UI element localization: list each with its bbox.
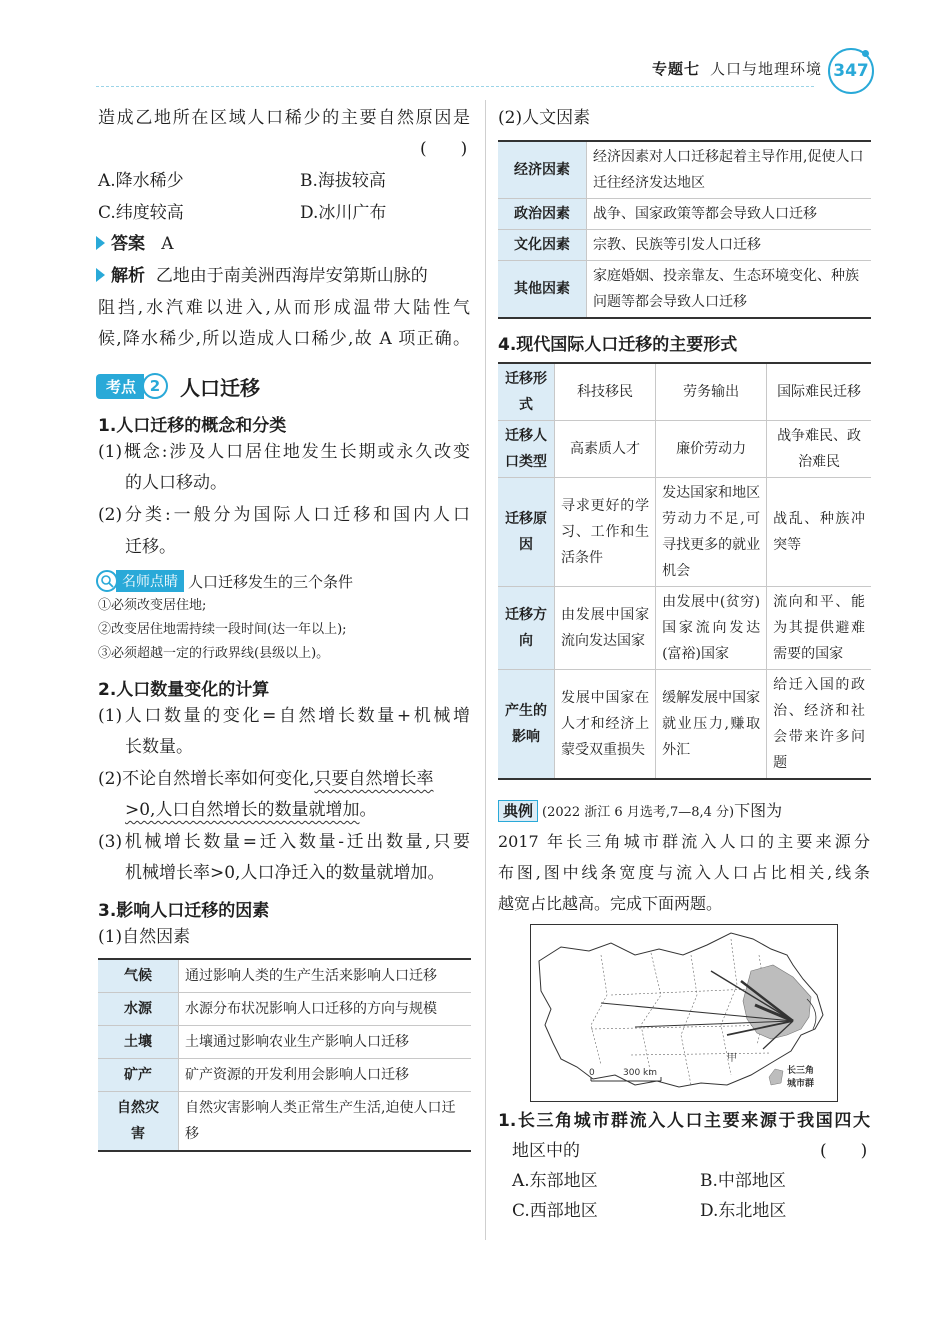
option-d: D.冰川广布 <box>300 203 387 223</box>
tip-title: 人口迁移发生的三个条件 <box>188 572 354 591</box>
header-cell: 迁移形式 <box>498 363 555 421</box>
table-cell: 发展中国家在人才和经济上蒙受双重损失 <box>555 670 656 780</box>
example-text-1: 下图为 <box>734 801 783 820</box>
s2-item-3a: (3)机械增长数量=迁入数量-迁出数量,只要 <box>98 832 470 852</box>
table-cell: 高素质人才 <box>555 421 656 478</box>
section-2-title: 2.人口数量变化的计算 <box>98 680 270 700</box>
factor-desc: 宗教、民族等引发人口迁移 <box>587 230 872 261</box>
example-text-4: 越宽占比越高。完成下面两题。 <box>498 894 723 913</box>
table-row <box>498 141 871 199</box>
q1-text-1: 1.长三角城市群流入人口主要来源于我国四大 <box>498 1111 870 1131</box>
section-3-title: 3.影响人口迁移的因素 <box>98 901 270 921</box>
factor-desc: 自然灾害影响人类正常生产生活,迫使人口迁移 <box>179 1092 472 1152</box>
table-row <box>498 421 871 478</box>
factor-key: 政治因素 <box>498 199 587 230</box>
s1-item-2b: 迁移。 <box>125 537 176 557</box>
example-text-3: 布图,图中线条宽度与流入人口占比相关,线条 <box>498 863 870 882</box>
q1-option-a: A.东部地区 <box>512 1171 598 1191</box>
legend-line-1: 长三角 <box>787 1066 815 1076</box>
table-row <box>498 199 871 230</box>
s2-item-2b-text: 。 <box>359 800 377 820</box>
example-line-1 <box>498 795 870 828</box>
factor-key: 自然灾害 <box>98 1092 179 1152</box>
header-cell: 国际难民迁移 <box>767 363 871 421</box>
table-row <box>498 587 871 670</box>
table-cell: 战争难民、政治难民 <box>767 421 871 478</box>
factor-desc: 矿产资源的开发利用会影响人口迁移 <box>179 1059 472 1092</box>
analysis-text-2: 阻挡,水汽难以进入,从而形成温带大陆性气 <box>98 298 470 318</box>
tip-item-3: ③必须超越一定的行政界线(县级以上)。 <box>98 646 330 661</box>
s3-subtitle: (1)自然因素 <box>98 927 191 947</box>
table-header-row <box>498 363 871 421</box>
human-factors-subtitle: (2)人文因素 <box>498 108 591 128</box>
s1-item-1b: 的人口移动。 <box>125 473 227 493</box>
table-row <box>498 261 871 319</box>
row-key: 产生的影响 <box>498 670 555 780</box>
magnifier-icon <box>96 570 118 592</box>
table-cell: 由发展中国家流向发达国家 <box>555 587 656 670</box>
table-row <box>98 993 471 1026</box>
page-number: 347 <box>828 48 874 94</box>
analysis-marker-icon <box>96 268 105 282</box>
scale-zero: 0 <box>589 1068 595 1078</box>
factor-desc: 土壤通过影响农业生产影响人口迁移 <box>179 1026 472 1059</box>
question-paren: ( ) <box>420 139 468 159</box>
table-row <box>498 230 871 261</box>
human-factors-table <box>498 140 871 319</box>
table-cell: 缓解发展中国家就业压力,赚取外汇 <box>656 670 767 780</box>
s2-item-2a <box>98 764 433 795</box>
answer-marker-icon <box>96 236 105 250</box>
table-cell: 流向和平、能为其提供避难需要的国家 <box>767 587 871 670</box>
table-cell: 廉价劳动力 <box>656 421 767 478</box>
row-key: 迁移原因 <box>498 478 555 587</box>
topic-label: 专题七 <box>652 60 701 78</box>
natural-factors-table <box>98 958 471 1152</box>
table-cell: 战乱、种族冲突等 <box>767 478 871 587</box>
factor-key: 矿产 <box>98 1059 179 1092</box>
map-figure <box>531 925 837 1101</box>
tip-item-1: ①必须改变居住地; <box>98 598 207 613</box>
s1-item-1a: (1)概念:涉及人口居住地发生长期或永久改变 <box>98 442 470 462</box>
s2-item-2a-text: (2)不论自然增长率如何变化, <box>98 769 315 789</box>
q1-line-2: 地区中的 <box>512 1141 580 1161</box>
header-rule <box>96 86 814 87</box>
kaodian-badge: 考点 <box>96 374 144 399</box>
factor-desc: 水源分布状况影响人口迁移的方向与规模 <box>179 993 472 1026</box>
answer-value: A <box>161 234 174 254</box>
tip-heading <box>96 570 353 592</box>
migration-source-map <box>530 924 838 1102</box>
factor-key: 文化因素 <box>498 230 587 261</box>
table-row <box>98 1059 471 1092</box>
q1-option-d: D.东北地区 <box>700 1201 787 1221</box>
q1-option-c: C.西部地区 <box>512 1201 598 1221</box>
analysis-text-1: 乙地由于南美洲西海岸安第斯山脉的 <box>155 266 428 286</box>
factor-desc: 通过影响人类的生产生活来影响人口迁移 <box>179 959 472 993</box>
s2-item-1b: 长数量。 <box>125 737 193 757</box>
legend-line-2: 城市群 <box>787 1079 815 1089</box>
factor-key: 经济因素 <box>498 141 587 199</box>
label-jia: 甲 <box>727 1053 737 1064</box>
row-key: 迁移人口类型 <box>498 421 555 478</box>
column-divider <box>485 100 486 1240</box>
table-cell: 寻求更好的学习、工作和生活条件 <box>555 478 656 587</box>
table-row <box>98 1026 471 1059</box>
table-row <box>98 1092 471 1152</box>
factor-key: 气候 <box>98 959 179 993</box>
migration-forms-table <box>498 362 871 780</box>
factor-key: 土壤 <box>98 1026 179 1059</box>
question-intro: 造成乙地所在区域人口稀少的主要自然原因是 <box>98 108 470 128</box>
page-number-dot <box>862 50 869 57</box>
factor-desc: 战争、国家政策等都会导致人口迁移 <box>587 199 872 230</box>
table-row <box>498 670 871 780</box>
kaodian-title: 人口迁移 <box>180 375 261 400</box>
option-b: B.海拔较高 <box>300 171 386 191</box>
table-row <box>498 478 871 587</box>
header-cell: 科技移民 <box>555 363 656 421</box>
table-cell: 由发展中(贫穷)国家流向发达(富裕)国家 <box>656 587 767 670</box>
example-badge: 典例 <box>498 800 538 822</box>
kaodian-number: 2 <box>142 373 168 399</box>
scale-label: 300 km <box>623 1068 658 1078</box>
analysis-text-3: 候,降水稀少,所以造成人口稀少,故 A 项正确。 <box>98 329 470 349</box>
header-cell: 劳务输出 <box>656 363 767 421</box>
option-a: A.降水稀少 <box>98 171 184 191</box>
kaodian-heading <box>96 372 260 400</box>
s1-item-2a: (2)分类:一般分为国际人口迁移和国内人口 <box>98 505 470 525</box>
factor-key: 水源 <box>98 993 179 1026</box>
option-c: C.纬度较高 <box>98 203 184 223</box>
table-cell: 发达国家和地区劳动力不足,可寻找更多的就业机会 <box>656 478 767 587</box>
tip-label: 名师点睛 <box>116 570 184 592</box>
analysis-line-1 <box>96 261 428 292</box>
factor-key: 其他因素 <box>498 261 587 319</box>
answer-label: 答案 <box>111 234 145 254</box>
s2-item-2b-emphasis: >0,人口自然增长的数量就增加 <box>125 800 360 820</box>
row-key: 迁移方向 <box>498 587 555 670</box>
factor-desc: 经济因素对人口迁移起着主导作用,促使人口迁往经济发达地区 <box>587 141 872 199</box>
running-header <box>652 58 822 79</box>
section-4-title: 4.现代国际人口迁移的主要形式 <box>498 335 738 355</box>
example-text-2: 2017 年长三角城市群流入人口的主要来源分 <box>498 832 870 851</box>
s2-item-3b: 机械增长率>0,人口净迁入的数量就增加。 <box>125 863 445 883</box>
example-source: (2022 浙江 6 月选考,7—8,4 分) <box>542 805 735 820</box>
factor-desc: 家庭婚姻、投亲靠友、生态环境变化、种族问题等都会导致人口迁移 <box>587 261 872 319</box>
s2-item-2a-emphasis: 只要自然增长率 <box>314 769 434 789</box>
q1-option-b: B.中部地区 <box>700 1171 786 1191</box>
analysis-label: 解析 <box>111 266 145 286</box>
q1-line-1 <box>498 1106 870 1137</box>
q1-paren: ( ) <box>820 1141 868 1161</box>
section-1-title: 1.人口迁移的概念和分类 <box>98 416 287 436</box>
tip-item-2: ②改变居住地需持续一段时间(达一年以上); <box>98 622 347 637</box>
s2-item-1a: (1)人口数量的变化=自然增长数量+机械增 <box>98 706 470 726</box>
legend-swatch <box>769 1069 783 1085</box>
topic-title: 人口与地理环境 <box>710 60 823 78</box>
s2-item-2b <box>125 795 376 826</box>
table-cell: 给迁入国的政治、经济和社会带来许多问题 <box>767 670 871 780</box>
table-row <box>98 959 471 993</box>
answer-line <box>96 229 174 260</box>
